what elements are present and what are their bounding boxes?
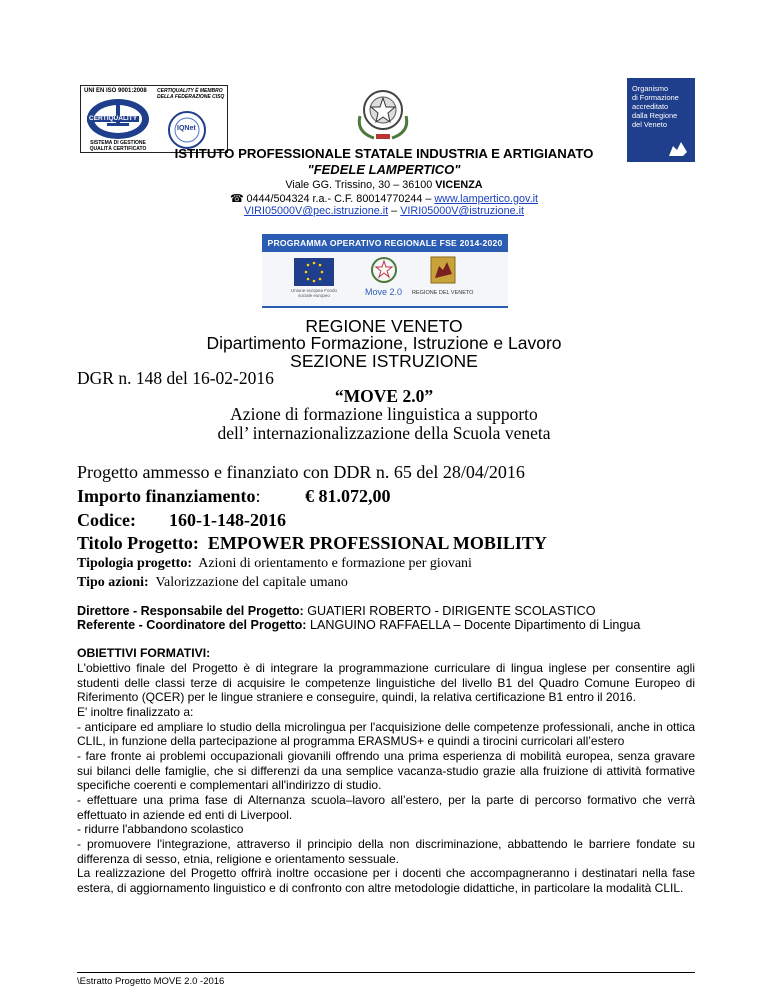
dgr-reference: DGR n. 148 del 16-02-2016 — [77, 368, 274, 388]
certiquality-logo — [80, 85, 228, 153]
actions-type-row — [77, 575, 348, 591]
website-link[interactable]: www.lampertico.gov.it — [434, 193, 538, 205]
objectives-closing: La realizzazione del Progetto offrirà inoltre occasione per i docenti che accompagneranno i destinatari nella fase estera, di aggiornamento linguistico e di confronto con altre metodologie didattiche, in particolare la modalità CLIL. — [77, 866, 695, 895]
italian-republic-emblem-icon — [352, 82, 414, 142]
phone-icon: ☎ — [230, 193, 244, 205]
objectives-also: E' inoltre finalizzato a: — [77, 704, 194, 719]
code-value: 160-1-148-2016 — [169, 510, 286, 530]
school-address — [0, 179, 768, 191]
address-city: VICENZA — [435, 179, 483, 191]
por-fse-banner-title: PROGRAMMA OPERATIVO REGIONALE FSE 2014-2020 — [262, 234, 508, 252]
phone-text: 0444/504324 r.a.- C.F. 80014770244 – — [243, 193, 435, 205]
badge-line: dalla Regione — [632, 111, 678, 120]
referent-row — [77, 618, 640, 632]
badge-line: di Formazione — [632, 93, 679, 102]
funding-colon: : — [255, 486, 261, 506]
badge-line: Organismo — [632, 84, 669, 93]
school-title: ISTITUTO PROFESSIONALE STATALE INDUSTRIA E ARTIGIANATO — [174, 146, 594, 161]
veneto-region-lion-icon — [430, 256, 456, 284]
actions-type-label: Tipo azioni: — [77, 575, 149, 590]
region-section: SEZIONE ISTRUZIONE — [290, 351, 478, 371]
project-type-value: Azioni di orientamento e formazione per giovani — [198, 556, 472, 571]
email-link[interactable]: VIRI05000V@istruzione.it — [400, 205, 524, 217]
funding-value: € 81.072,00 — [305, 486, 391, 506]
project-type-label: Tipologia progetto: — [77, 556, 192, 571]
objectives-heading: OBIETTIVI FORMATIVI: — [77, 646, 211, 660]
director-row — [77, 604, 596, 618]
funding-label: Importo finanziamento — [77, 486, 256, 506]
code-label: Codice: — [77, 510, 136, 530]
iqnet-label: IQNet — [177, 125, 196, 132]
project-title-label: Titolo Progetto: — [77, 533, 199, 553]
quality-system-note: SISTEMA DI GESTIONE QUALITÀ CERTIFICATO — [89, 140, 147, 152]
funding-row — [77, 486, 261, 507]
objective-item: - fare fronte ai problemi occupazionali giovanili offrendo una prima esperienza di mobilità europea, senza gravare sui bilanci delle famiglie, che si differenzi da una semplice vacanza-studio grazie alla fruizione di attività formative specifiche coerenti e complementari all'indirizzo di studio. — [77, 748, 695, 793]
objectives-body — [77, 661, 695, 896]
school-contacts — [0, 192, 768, 205]
project-title-value: EMPOWER PROFESSIONAL MOBILITY — [207, 533, 547, 553]
address-street: Viale GG. Trissino, 30 – 36100 — [285, 179, 436, 191]
badge-line: accreditato — [632, 102, 669, 111]
footer-divider — [77, 972, 695, 973]
badge-line: del Veneto — [632, 120, 667, 129]
school-emails — [0, 205, 768, 217]
republic-small-emblem-icon — [370, 256, 398, 284]
project-heading-title: “MOVE 2.0” — [334, 386, 434, 406]
banner-divider — [262, 306, 508, 308]
region-department: Dipartimento Formazione, Istruzione e Lavoro — [206, 333, 562, 353]
referent-value: LANGUINO RAFFAELLA – Docente Dipartimento di Lingua — [306, 618, 641, 632]
objective-item: - anticipare ed ampliare lo studio della microlingua per l'acquisizione delle competenze professionali, anche in ottica CLIL, in funzione della partecipazione al programma ERASMUS+ e quindi a tirocini curricolari all’estero — [77, 719, 695, 749]
referent-label: Referente - Coordinatore del Progetto: — [77, 618, 307, 632]
footer-text: \Estratto Progetto MOVE 2.0 -2016 — [77, 976, 225, 987]
project-heading-line2: dell’ internazionalizzazione della Scuola veneta — [217, 423, 551, 443]
project-title-row — [77, 533, 547, 554]
project-type-row — [77, 556, 472, 572]
school-name: "FEDELE LAMPERTICO" — [307, 162, 461, 177]
iso-standard: UNI EN ISO 9001:2008 — [84, 88, 147, 94]
objectives-intro: L'obiettivo finale del Progetto è di integrare la programmazione curriculare di lingua inglese per consentire agli studenti delle classi terze di acquisire le competenze linguistiche del livello B1 del Quadro Comune Europeo di Riferimento (QCER) per le lingue straniere e conseguire, quindi, la relativa certificazione B1 entro il 2016. — [77, 661, 695, 705]
pec-email-link[interactable]: VIRI05000V@pec.istruzione.it — [243, 205, 389, 217]
director-value: GUATIERI ROBERTO - DIRIGENTE SCOLASTICO — [303, 604, 596, 618]
director-label: Direttore - Responsabile del Progetto: — [77, 604, 304, 618]
objective-item: - effettuare una prima fase di Alternanza scuola–lavoro all’estero, per la parte di percorso formativo che verrà effettuato in aziende ed enti di Liverpool. — [77, 792, 695, 822]
project-heading-line1: Azione di formazione linguistica a supporto — [230, 404, 538, 424]
eu-flag-icon — [294, 258, 334, 286]
objective-item: - ridurre l'abbandono scolastico — [77, 822, 244, 837]
actions-type-value: Valorizzazione del capitale umano — [155, 575, 348, 590]
email-separator: – — [388, 205, 401, 217]
move-2-label: Move 2.0 — [365, 287, 403, 297]
region-name: REGIONE VENETO — [305, 316, 463, 336]
certiquality-brand: CERTIQUALITY — [89, 115, 138, 122]
eu-caption: Unione europea Fondo sociale europeo — [290, 288, 338, 298]
approval-line: Progetto ammesso e finanziato con DDR n. 65 del 28/04/2016 — [77, 462, 525, 482]
cisq-member-note: CERTIQUALITY È MEMBRO DELLA FEDERAZIONE CISQ — [157, 88, 225, 100]
regione-veneto-small: REGIONE DEL VENETO — [412, 290, 474, 296]
objective-item: - promuovere l'integrazione, attraverso il principio della non discriminazione, abbattendo le barriere fondate su differenza di sesso, etnia, religione e orientamento sessuale. — [77, 836, 695, 866]
programme-logos — [262, 252, 508, 306]
